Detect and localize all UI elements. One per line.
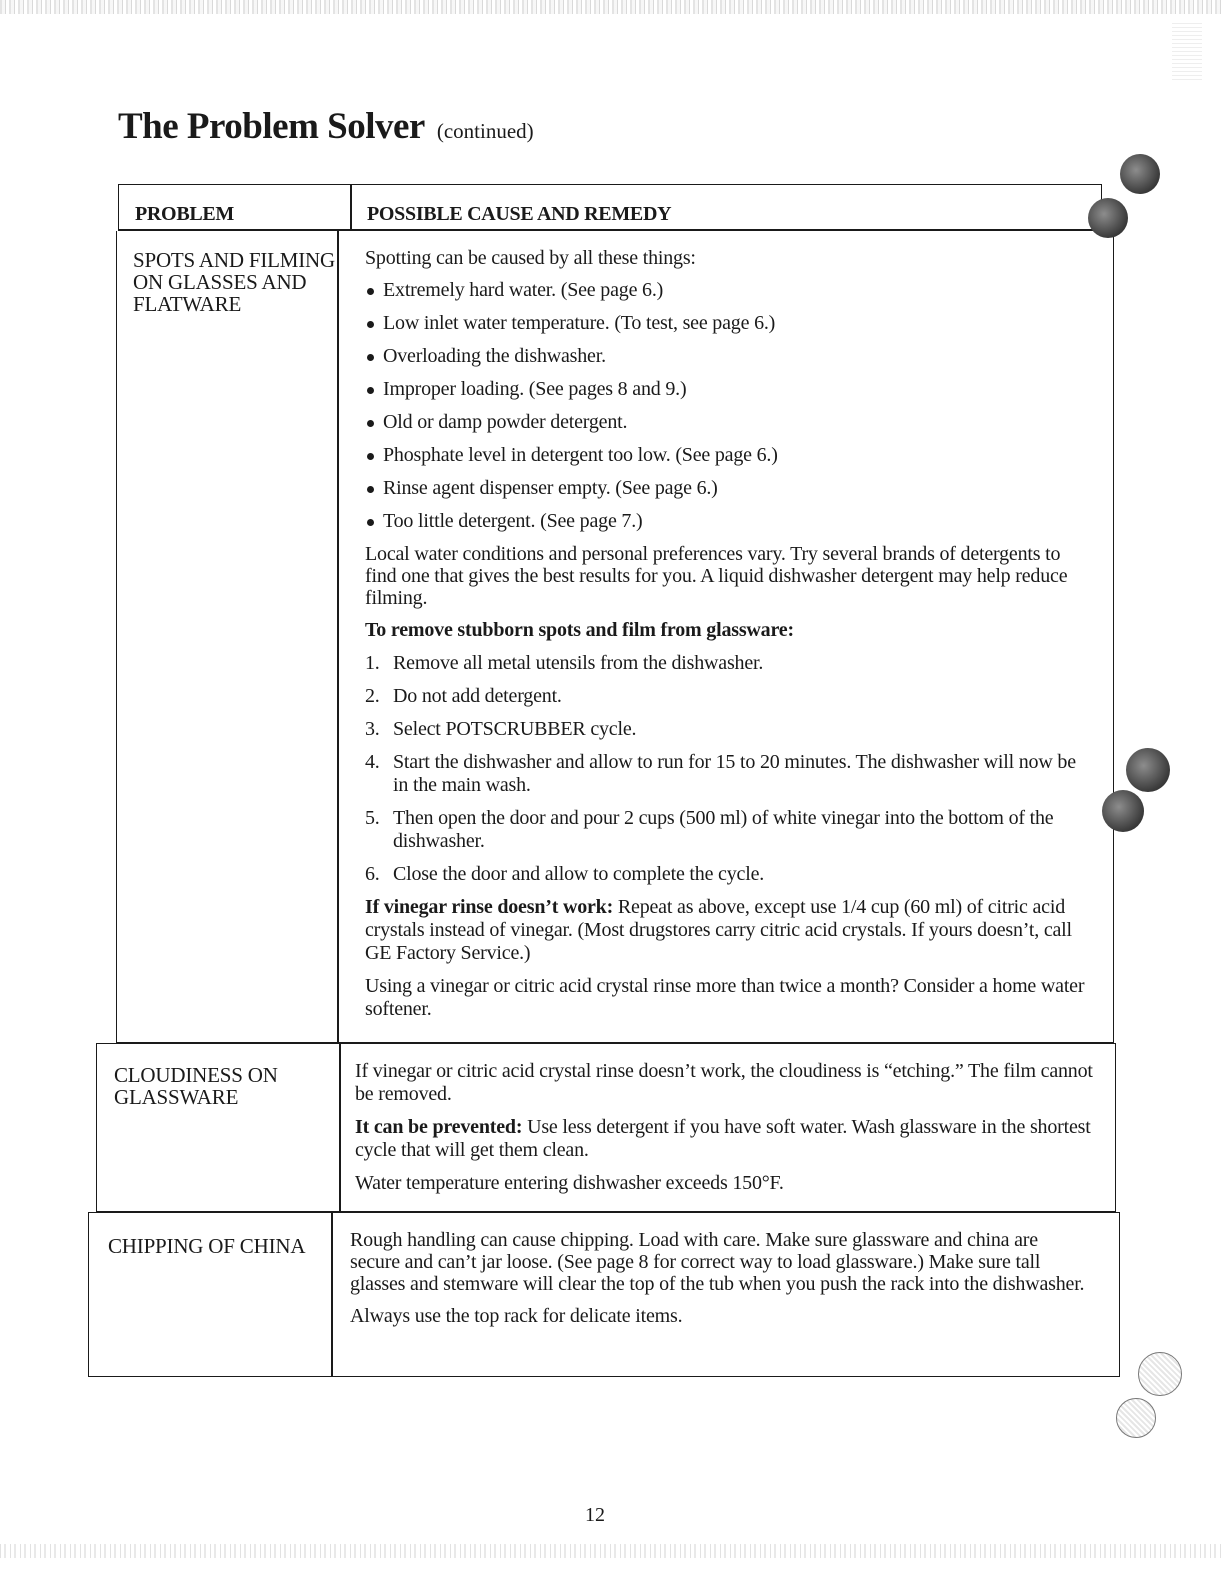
remove-step: 5. Then open the door and pour 2 cups (500 ml) of white vinegar into the bottom of the dishwasher. bbox=[365, 807, 1054, 852]
page-number: 12 bbox=[585, 1504, 605, 1526]
problem-cloudiness: CLOUDINESS ON GLASSWARE bbox=[114, 1063, 278, 1109]
remove-step: 3. Select POTSCRUBBER cycle. bbox=[365, 718, 637, 740]
handling-note: Rough handling can cause chipping. Load with care. Make sure glassware and china are secure and can’t jar loose. (See page 8 for correct way to load glassware.) Make sure tall glasses and stemware will clear the top of the tub when you push the rack into the dishwasher. bbox=[350, 1229, 1085, 1295]
temperature-note: Water temperature entering dishwasher exceeds 150°F. bbox=[355, 1172, 784, 1194]
page-title bbox=[118, 105, 534, 148]
table-row-cloudiness bbox=[96, 1043, 1116, 1212]
cause-bullet: Low inlet water temperature. (To test, see page 6.) bbox=[365, 312, 1093, 335]
problem-chipping: CHIPPING OF CHINA bbox=[108, 1234, 306, 1258]
vinegar-alternative: If vinegar rinse doesn’t work: Repeat as above, except use 1/4 cup (60 ml) of citric acid crystals instead of vinegar. (Most drugstores carry citric acid crystals. If yours doesn’t, call GE Factory Service.) bbox=[365, 896, 1072, 964]
table-row-spots bbox=[116, 231, 1114, 1043]
binder-hole bbox=[1102, 790, 1144, 832]
binder-hole bbox=[1116, 1398, 1156, 1438]
binder-hole bbox=[1120, 154, 1160, 194]
remove-step: 1. Remove all metal utensils from the dishwasher. bbox=[365, 652, 764, 674]
etching-note: If vinegar or citric acid crystal rinse doesn’t work, the cloudiness is “etching.” The film cannot be removed. bbox=[355, 1060, 1093, 1105]
cause-bullet: Rinse agent dispenser empty. (See page 6.) bbox=[365, 477, 1093, 500]
header-remedy: POSSIBLE CAUSE AND REMEDY bbox=[367, 203, 672, 225]
top-rack-note: Always use the top rack for delicate items. bbox=[350, 1305, 683, 1327]
cause-bullet: Old or damp powder detergent. bbox=[365, 411, 1093, 434]
local-conditions-note: Local water conditions and personal preferences vary. Try several brands of detergents to find one that gives the best results for you. A liquid dishwasher detergent may help reduce filming. bbox=[365, 543, 1068, 609]
remove-spots-heading: To remove stubborn spots and film from glassware: bbox=[365, 619, 794, 641]
remedy-cloudiness bbox=[355, 1060, 1103, 1195]
prevention-note: It can be prevented: Use less detergent if you have soft water. Wash glassware in the shortest cycle that will get them clean. bbox=[355, 1116, 1091, 1161]
table-header-row bbox=[118, 184, 1102, 231]
spots-intro: Spotting can be caused by all these things: bbox=[365, 247, 696, 269]
header-problem: PROBLEM bbox=[135, 203, 235, 225]
remove-step: 4. Start the dishwasher and allow to run for 15 to 20 minutes. The dishwasher will now be in the main wash. bbox=[365, 751, 1076, 796]
remove-step: 6. Close the door and allow to complete the cycle. bbox=[365, 863, 765, 885]
binder-hole bbox=[1088, 198, 1128, 238]
remove-step: 2. Do not add detergent. bbox=[365, 685, 562, 707]
problem-spots-filming: SPOTS AND FILMING ON GLASSES AND FLATWARE bbox=[133, 248, 335, 316]
column-divider bbox=[350, 185, 352, 229]
column-divider bbox=[331, 1213, 333, 1376]
scan-edge-top bbox=[0, 0, 1224, 14]
scan-edge-bottom bbox=[0, 1544, 1224, 1558]
column-divider bbox=[337, 231, 339, 1042]
table-row-chipping bbox=[88, 1212, 1120, 1377]
cause-bullet: Improper loading. (See pages 8 and 9.) bbox=[365, 378, 1093, 401]
scan-edge-right bbox=[1172, 20, 1202, 80]
cause-bullet: Extremely hard water. (See page 6.) bbox=[365, 279, 1093, 302]
binder-hole bbox=[1126, 748, 1170, 792]
cause-bullet: Phosphate level in detergent too low. (See page 6.) bbox=[365, 444, 1093, 467]
cause-bullet: Overloading the dishwasher. bbox=[365, 345, 1093, 368]
page-title-suffix: (continued) bbox=[436, 119, 534, 143]
remedy-spots-filming bbox=[365, 247, 1093, 1021]
water-softener-note: Using a vinegar or citric acid crystal rinse more than twice a month? Consider a home water softener. bbox=[365, 975, 1085, 1020]
binder-hole bbox=[1138, 1352, 1182, 1396]
remedy-chipping bbox=[350, 1229, 1092, 1328]
page-title-main: The Problem Solver bbox=[118, 106, 425, 147]
column-divider bbox=[339, 1044, 341, 1211]
cause-bullet: Too little detergent. (See page 7.) bbox=[365, 510, 1093, 533]
